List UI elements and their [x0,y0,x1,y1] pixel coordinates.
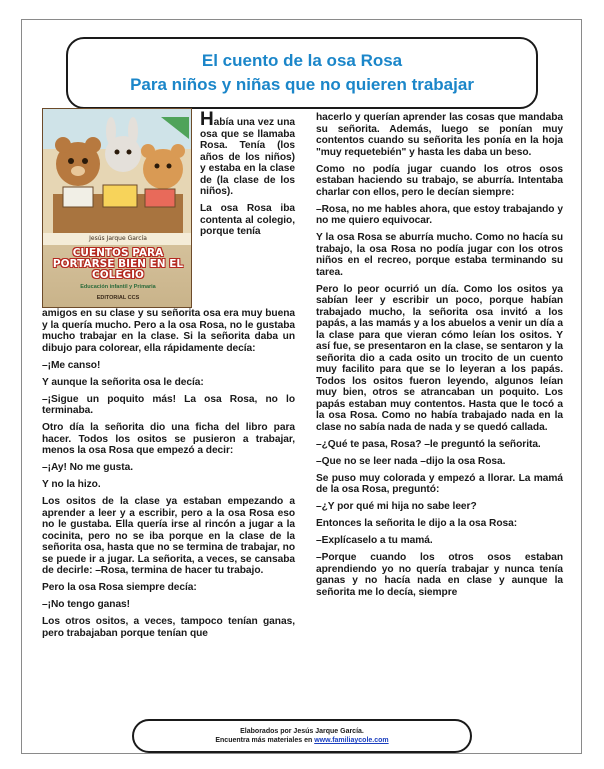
story-paragraph: Y la osa Rosa se aburría mucho. Como no hacía su trabajo, la osa Rosa no podía jugar con los otros niños en el recreo, porque estaba terminando su tarea. [316,232,563,278]
story-paragraph: Había una vez una osa que se llamaba Rosa. Tenía (los años de los niños) y estaba en la clase de (la clase de los niños). [200,109,295,197]
drop-cap: H [200,109,214,130]
story-paragraph: –¡Me canso! [42,359,101,371]
footer-website-link[interactable]: www.familiaycole.com [314,737,389,744]
story-paragraph: Como no podía jugar cuando los otros osos estaban haciendo su trabajo, se aburría. Intentaba charlar con ellos, pero le decían siempre: [316,163,563,198]
footer-box [132,719,472,753]
story-paragraph: –Explícaselo a tu mamá. [316,535,433,546]
document-title: El cuento de la osa Rosa [201,51,403,70]
document-subtitle: Para niños y niñas que no quieren trabajar [130,75,474,94]
story-paragraph: –¡Sigue un poquito más! La osa Rosa, no lo terminaba. [42,393,295,416]
cover-illustration [43,109,192,237]
story-paragraph: hacerlo y querían aprender las cosas que mandaba su señorita. Además, luego se ponían muy contentos cuando su señorita les ponía en la hoja "muy requetebién" y hasta les daba un beso. [316,112,563,158]
story-paragraph: –¿Y por qué mi hija no sabe leer? [316,501,477,512]
story-paragraph: Los otros ositos, a veces, tampoco tenían ganas, pero trabajaban porque tenían que [42,616,295,639]
story-paragraph: Otro día la señorita dio una ficha del libro para hacer. Todos los ositos se pusieron a trabajar, menos la osa Rosa que empezó a decir: [42,422,295,456]
story-paragraph: –Que no se leer nada –dijo la osa Rosa. [316,455,506,467]
story-paragraph: La osa Rosa iba contenta al colegio, porque tenía [200,203,295,237]
cover-publisher: EDITORIAL CCS [96,295,140,301]
story-paragraph: –¡Ay! No me gusta. [42,462,133,473]
title-box [66,37,538,109]
story-paragraph: amigos en su clase y su señorita osa era muy buena y la quería mucho. Pero a la osa Rosa, no le gustaba mucho trabajar en la clase. Si la señorita daba un dibujo para colorear, ella rápidamente decía: [42,308,295,354]
story-paragraph: Entonces la señorita le dijo a la osa Rosa: [316,518,518,529]
cover-title: CUENTOS PARA PORTARSE BIEN EN EL COLEGIO [52,247,184,281]
story-paragraph: –Porque cuando los otros osos estaban aprendiendo yo no quería trabajar y nunca tenía ganas y no hacía nada en clase y aunque la señorita me lo decía, siempre [316,552,563,598]
footer-credit: Elaborados por Jesús Jarque García. [240,728,364,735]
story-column-narrow [200,109,295,243]
story-column-right [316,112,563,604]
story-paragraph: Los ositos de la clase ya estaban empezando a aprender a leer y a escribir, pero a la osa Rosa eso no le gustaba. Ella quería irse al rincón a jugar a la cocinita, pero no se iba porque en la clase de la señorita osa, hasta que no se termina de trabajar, no se puede ir a jugar. La señorita, a veces, se cansaba de decirle: –Rosa, termina de hacer tu trabajo. [42,496,295,576]
book-cover-image [42,108,192,308]
story-paragraph: Y no la hizo. [42,479,101,490]
story-column-left [42,308,295,645]
cover-author: Jesús Jarque García [43,233,192,245]
story-paragraph: Pero la osa Rosa siempre decía: [42,582,197,593]
story-paragraph: –¡No tengo ganas! [42,599,131,610]
story-paragraph: Y aunque la señorita osa le decía: [42,376,204,388]
story-paragraph: Se puso muy colorada y empezó a llorar. La mamá de la osa Rosa, preguntó: [316,472,563,495]
story-paragraph: –¿Qué te pasa, Rosa? –le preguntó la señorita. [316,438,541,450]
footer-more: Encuentra más materiales en www.familiaycole.com [215,737,389,744]
story-paragraph: Pero lo peor ocurrió un día. Como los ositos ya sabían leer y escribir un poco, porque habían trabajado mucho, la señorita osa invitó a los papás, a las mamás y a los abuelos a venir un día a la clase para que vieran cómo leían los ositos. Y así fue, se presentaron en la clase, se sentaron y la señorita dio a cada osito un trocito de un cuento muy facilito para que se lo leyeran a los papás. Todos los ositos fueron leyendo, algunos leían muy bien, otros se atrancaban un poquito. Los papás estaban muy contentos. Hasta que le tocó a la osa Rosa. Como no había trabajado nada en la clase no sabía nada de nada y se quedó callada. [316,283,563,433]
story-paragraph: –Rosa, no me hables ahora, que estoy trabajando y no me quiero equivocar. [316,203,563,226]
cover-subtitle: Educación infantil y Primaria [80,284,156,290]
